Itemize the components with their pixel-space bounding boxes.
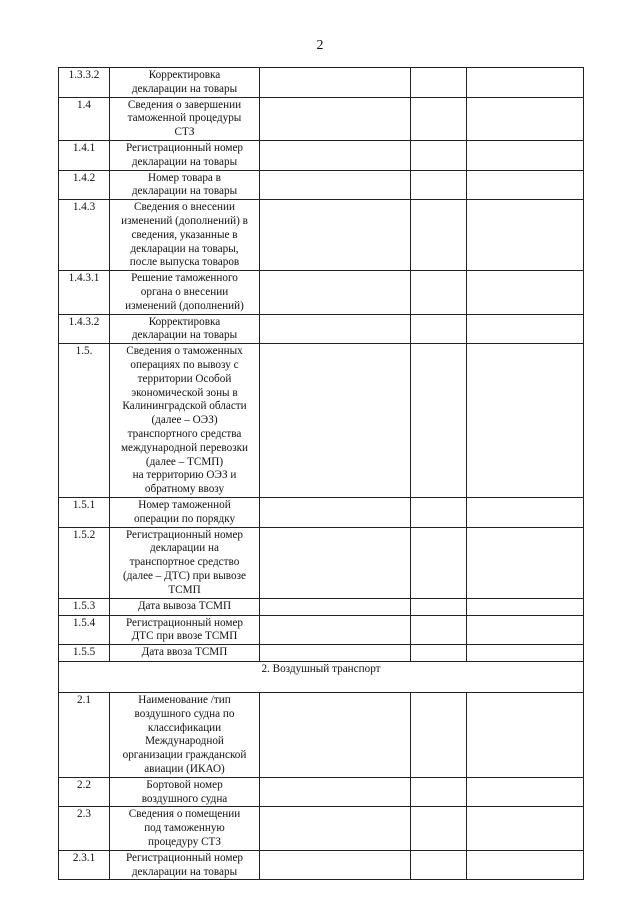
item-number: 1.4 — [59, 97, 110, 140]
empty-cell — [411, 777, 467, 807]
table-row — [59, 777, 584, 807]
item-description: Сведения о завершении таможенной процедуры СТЗ — [110, 97, 260, 140]
empty-cell — [260, 615, 411, 645]
empty-cell — [411, 527, 467, 598]
section-title: 2. Воздушный транспорт — [59, 662, 584, 693]
empty-cell — [260, 344, 411, 498]
empty-cell — [467, 598, 584, 615]
table-row — [59, 344, 584, 498]
customs-data-table — [58, 67, 584, 880]
item-description: Дата вывоза ТСМП — [110, 598, 260, 615]
empty-cell — [260, 140, 411, 170]
empty-cell — [467, 68, 584, 98]
item-description: Решение таможенного органа о внесении изменений (дополнений) — [110, 271, 260, 314]
empty-cell — [467, 170, 584, 200]
empty-cell — [411, 271, 467, 314]
empty-cell — [467, 140, 584, 170]
table-row — [59, 527, 584, 598]
item-number: 1.5.1 — [59, 497, 110, 527]
item-description: Номер товара в декларации на товары — [110, 170, 260, 200]
empty-cell — [467, 200, 584, 271]
item-description: Регистрационный номер декларации на товары — [110, 850, 260, 880]
empty-cell — [260, 97, 411, 140]
empty-cell — [467, 344, 584, 498]
empty-cell — [411, 97, 467, 140]
table-row — [59, 170, 584, 200]
item-number: 1.5.5 — [59, 645, 110, 662]
item-number: 2.2 — [59, 777, 110, 807]
item-number: 1.5. — [59, 344, 110, 498]
empty-cell — [467, 693, 584, 778]
empty-cell — [411, 598, 467, 615]
table-row — [59, 497, 584, 527]
empty-cell — [467, 314, 584, 344]
empty-cell — [260, 598, 411, 615]
table-row — [59, 645, 584, 662]
empty-cell — [411, 344, 467, 498]
item-number: 1.4.1 — [59, 140, 110, 170]
empty-cell — [411, 170, 467, 200]
item-number: 2.3 — [59, 807, 110, 850]
empty-cell — [411, 314, 467, 344]
empty-cell — [467, 645, 584, 662]
empty-cell — [260, 645, 411, 662]
empty-cell — [411, 497, 467, 527]
item-number: 1.4.3 — [59, 200, 110, 271]
item-number: 1.5.3 — [59, 598, 110, 615]
item-number: 1.4.3.2 — [59, 314, 110, 344]
empty-cell — [467, 97, 584, 140]
table-row — [59, 314, 584, 344]
empty-cell — [467, 497, 584, 527]
item-description: Сведения о таможенных операциях по вывозу с территории Особой экономической зоны в Калининградской области (далее – ОЭЗ) транспортного средства международной перевозки (далее – ТСМП) на территорию ОЭЗ и обратному ввозу — [110, 344, 260, 498]
page-number: 2 — [316, 38, 324, 53]
item-description: Номер таможенной операции по порядку — [110, 497, 260, 527]
item-description: Дата ввоза ТСМП — [110, 645, 260, 662]
item-number: 2.3.1 — [59, 850, 110, 880]
item-number: 1.4.3.1 — [59, 271, 110, 314]
empty-cell — [467, 615, 584, 645]
empty-cell — [411, 693, 467, 778]
item-description: Сведения о помещении под таможенную процедуру СТЗ — [110, 807, 260, 850]
empty-cell — [411, 200, 467, 271]
item-description: Наименование /тип воздушного судна по классификации Международной организации гражданской авиации (ИКАО) — [110, 693, 260, 778]
item-description: Бортовой номер воздушного судна — [110, 777, 260, 807]
table-row — [59, 598, 584, 615]
item-number: 1.3.3.2 — [59, 68, 110, 98]
table-row — [59, 68, 584, 98]
item-number: 1.4.2 — [59, 170, 110, 200]
empty-cell — [260, 693, 411, 778]
empty-cell — [411, 807, 467, 850]
table-row — [59, 807, 584, 850]
table-row — [59, 200, 584, 271]
empty-cell — [411, 615, 467, 645]
table-row — [59, 271, 584, 314]
item-description: Регистрационный номер ДТС при ввозе ТСМП — [110, 615, 260, 645]
empty-cell — [411, 140, 467, 170]
item-description: Корректировка декларации на товары — [110, 68, 260, 98]
section-row — [59, 662, 584, 693]
empty-cell — [411, 68, 467, 98]
item-description: Регистрационный номер декларации на товары — [110, 140, 260, 170]
empty-cell — [260, 497, 411, 527]
empty-cell — [260, 314, 411, 344]
item-description: Сведения о внесении изменений (дополнений) в сведения, указанные в декларации на товары, после выпуска товаров — [110, 200, 260, 271]
empty-cell — [411, 850, 467, 880]
empty-cell — [260, 170, 411, 200]
empty-cell — [260, 850, 411, 880]
empty-cell — [411, 645, 467, 662]
table-row — [59, 97, 584, 140]
table-row — [59, 615, 584, 645]
item-description: Корректировка декларации на товары — [110, 314, 260, 344]
table-row — [59, 850, 584, 880]
item-number: 2.1 — [59, 693, 110, 778]
table-row — [59, 140, 584, 170]
empty-cell — [260, 200, 411, 271]
empty-cell — [260, 68, 411, 98]
empty-cell — [260, 271, 411, 314]
table-row — [59, 693, 584, 778]
empty-cell — [467, 777, 584, 807]
item-number: 1.5.4 — [59, 615, 110, 645]
empty-cell — [260, 777, 411, 807]
empty-cell — [260, 527, 411, 598]
empty-cell — [467, 271, 584, 314]
empty-cell — [467, 527, 584, 598]
item-number: 1.5.2 — [59, 527, 110, 598]
empty-cell — [467, 807, 584, 850]
empty-cell — [260, 807, 411, 850]
item-description: Регистрационный номер декларации на транспортное средство (далее – ДТС) при вывозе ТСМП — [110, 527, 260, 598]
empty-cell — [467, 850, 584, 880]
